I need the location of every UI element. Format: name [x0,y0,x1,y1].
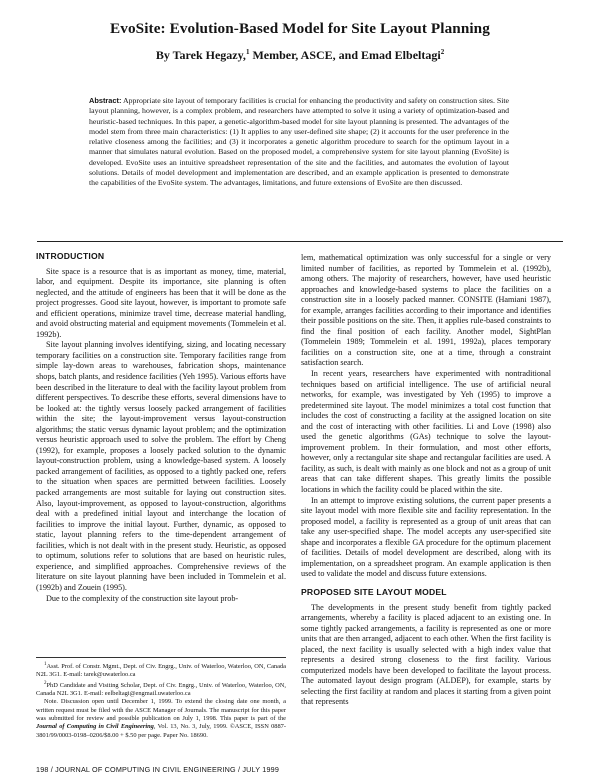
right-paragraph: The developments in the present study benefit from tightly packed arrangements, whereby a facility is placed adjacent to an existing one. In some tightly packed arrangements, a facility is represented as one or more units that are then arranged, adjacent to each other. When the first facility is placed, the next facility is usually selected with a high index value that represents a desired strong closeness to the first facility. Various computerized models have been developed to facilitate the layout process. The automated layout design program (ALDEP), for example, starts by selecting the first facility at random and places it starting from a given point that represents [301,602,551,707]
abstract [89,96,509,189]
footnote-2-text: PhD Candidate and Visiting Scholar, Dept. of Civ. Engrg., Univ. of Waterloo, Waterloo, ON, Canada N2L 3G1. E-mail: eelbeltagi@engmail.uwaterloo.ca [36,681,286,698]
right-paragraph: lem, mathematical optimization was only successful for a single or very limited number of facilities, as reported by Tommelein et al. (1992b), among others. The majority of researchers, however, have used heuristic approaches and knowledge-based systems to place the facilities on a construction site in a loosely packed manner. CONSITE (Hamiani 1987), for example, arranges facilities according to their importance and identifies their possible positions on the site. Then, it applies rule-based constraints to find the final position of each facility. Another model, SightPlan (Tommelein 1989; Tommelein et al. 1991, 1992a), places temporary facilities on a construction site, one at a time, through a constraint satisfaction search. [301,253,551,368]
proposed-model-heading: PROPOSED SITE LAYOUT MODEL [301,586,447,597]
paper-title: EvoSite: Evolution-Based Model for Site Layout Planning [110,20,490,37]
journal-name: Journal of Computing in Civil Engineering [36,723,154,731]
page-footer: 198 / JOURNAL OF COMPUTING IN CIVIL ENGINEERING / JULY 1999 [36,765,280,774]
left-paragraph: Site layout planning involves identifying, sizing, and locating necessary temporary facilities on a construction site. Temporary facilities range from simple lay-down areas to warehouses, fabrication shops, maintenance shops, batch plants, and residence facilities (Yeh 1995). Various efforts have been described in the literature to deal with the facility layout problem from different perspectives. To describe these efforts, several dimensions have to be looked at: the tightly versus loosely packed arrangement of facilities within the site; the layout-improvement versus layout-construction algorithms; the static versus dynamic layout problem; and the optimization versus heuristic approach used to solve the problem. The effort by Cheng (1992), for example, proposes a loosely packed solution to the dynamic layout-construction problem, using a knowledge-based system. A loosely packed arrangement of facilities, as opposed to a tightly packed one, refers to the situation when spaces are permitted between facilities. Loosely packed arrangements are most suitable for laying out construction sites. Also, layout-improvement, as opposed to layout-construction, algorithms deal with a predefined initial layout and interchange the location of facilities to improve the initial layout. Further, dynamic, as opposed to static, layout planning refers to the time-dependent arrangement of facilities, which is not dealt with in the present study. Heuristic, as opposed to optimum, solutions refer to solutions that are based on heuristic rules, experience, and simplified approaches. Comprehensive reviews of the literature on site layout planning have been included in Tommelein et al. (1992b) and Zouein (1995). [36,340,286,592]
footnote-2-mark: 2 [44,680,47,686]
note-text-a: Note. Discussion open until December 1, 1999. To extend the closing date one month, a written request must be filed with the ASCE Manager of Journals. The manuscript for this paper was submitted for review and possible publication on July 1, 1998. This paper is part of the [36,698,286,723]
author-2-footnote-mark: 2 [440,48,445,56]
author-1-footnote-mark: 1 [245,48,250,56]
footnote-1-mark: 1 [44,662,47,667]
author-1: By Tarek Hegazy, [155,48,246,62]
introduction-heading: INTRODUCTION [36,251,105,261]
note-text-b: , Vol. 13, No. 3, July, 1999. ©ASCE, ISSN 0887-3801/99/0003-0198–0206/$8.00 + $.50 per page. Paper No. 18690. [36,723,286,739]
left-paragraph: Due to the complexity of the construction site layout prob- [46,593,239,603]
footnote-1 [36,661,286,680]
author-2: Member, ASCE, and Emad Elbeltagi [249,48,441,62]
footnote-1-text: Asst. Prof. of Constr. Mgmt., Dept. of Civ. Engrg., Univ. of Waterloo, Waterloo, ON, Canada N2L 3G1. E-mail: tarek@uwaterloo.ca [36,663,286,679]
left-paragraph: Site space is a resource that is as important as money, time, material, labor, and equipment. Despite its importance, site planning is often neglected, and the attitude of engineers has been that it will be done as the project progresses. Good site layout, however, is important to promote safe and efficient operations, minimize travel time, decrease material handling, and avoid obstructing material and equipment movements (Tommelein et al. 1992b). [36,266,286,339]
author-line [0,48,600,63]
footnote-2 [36,680,286,699]
abstract-label: Abstract: [89,96,122,105]
left-column [36,251,286,604]
abstract-text: Appropriate site layout of temporary facilities is crucial for enhancing the productivity and safety on construction sites. Site layout planning, however, is a complex problem, and researchers have attempted to solve it using a variety of optimization-based and heuristic-based techniques. In this paper, a genetic-algorithm-based model for site layout planning is presented. The advantages of the model stem from three main characteristics: (1) It applies to any user-defined site shape; (2) it accounts for the user preference in the relative closeness among the facilities; and (3) it incorporates a genetic algorithm procedure to search for the optimum layout in a manner that simulates natural evolution. Based on the proposed model, a comprehensive system for site layout planning (EvoSite) is developed. EvoSite uses an intuitive spreadsheet representation of the site and the facilities, and automates the evolution of layout solutions. Details of model development and implementation are described, and an example application is presented to demonstrate the capabilities of the EvoSite system. The advantages, limitations, and future extensions of EvoSite are then discussed. [89,96,509,188]
publication-note [36,698,286,739]
footnotes [36,657,286,740]
right-paragraph: In an attempt to improve existing solutions, the current paper presents a site layout model with more flexible site and facility representation. In the proposed model, a facility is represented as a group of unit areas that can take any user-specified shape. The model accepts any user-specified site shape and incorporates a flexible GA procedure for the optimum placement of facilities. Details of model development are described, along with its implementation, on a spreadsheet program. An example application is then used to validate the model and discuss future extensions. [301,495,551,579]
section-divider [37,241,563,242]
right-column [301,253,551,708]
right-paragraph: In recent years, researchers have experimented with nontraditional techniques based on artificial intelligence. The use of artificial neural networks, for example, was investigated by Yeh (1995) to improve a predetermined site layout. The model minimizes a total cost function that includes the cost of constructing a facility at the assigned location on site and the cost of interacting with other facilities. Li and Love (1998) also used the genetic algorithms (GAs) technique to solve the layout-improvement problem. In their formulation, and most other efforts, however, only a rectangular site shape and rectangular facilities are used. A facility, as such, is dealt with mainly as one block and not as a group of unit areas that can take different shapes. This greatly limits the possible locations in which the facility could be placed within the site. [301,369,551,495]
